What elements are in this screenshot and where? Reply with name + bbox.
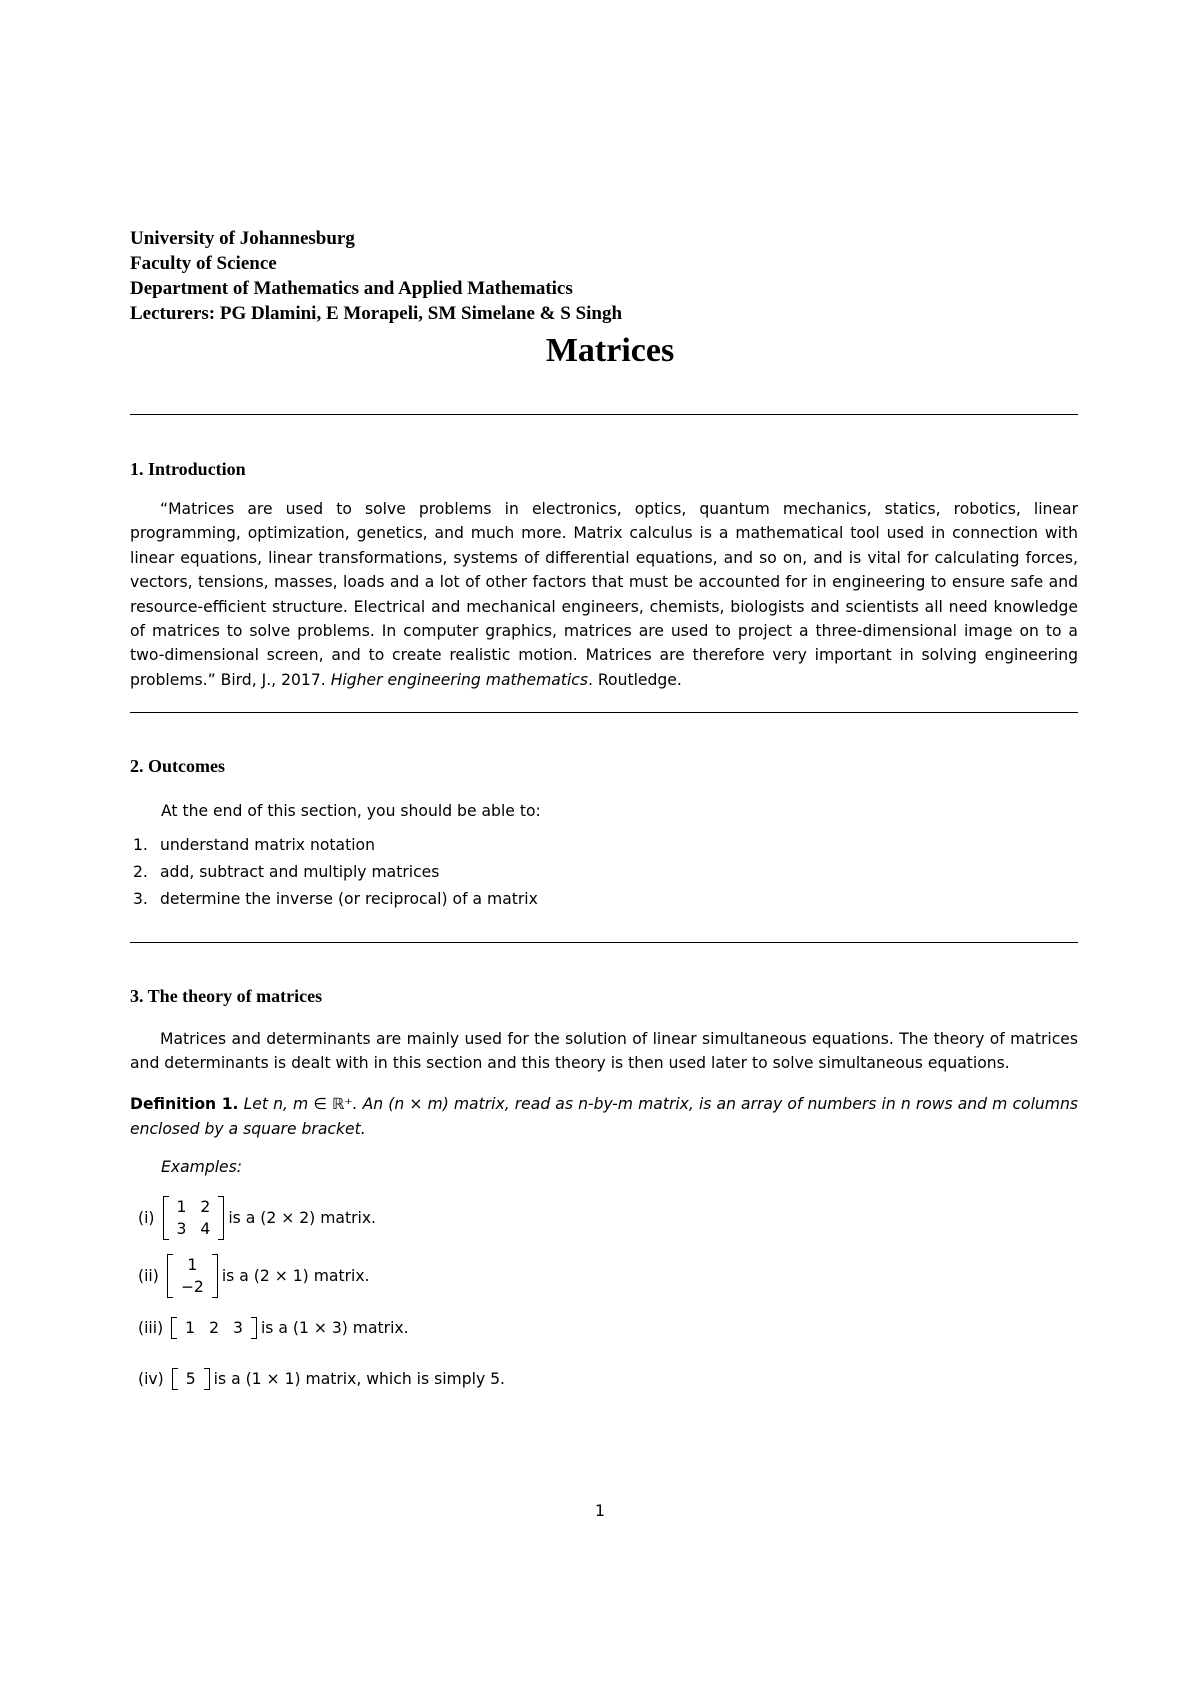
matrix xyxy=(163,1196,225,1240)
list-item xyxy=(130,859,538,886)
faculty-name: Faculty of Science xyxy=(130,253,277,274)
citation-title: Higher engineering mathematics xyxy=(330,670,588,689)
definition-block xyxy=(130,1092,1078,1142)
lecturers-line: Lecturers: PG Dlamini, E Morapeli, SM Simelane & S Singh xyxy=(130,303,623,324)
matrix-entry: 3 xyxy=(233,1319,243,1337)
list-item xyxy=(130,886,538,913)
example-text: is a (2 × 2) matrix. xyxy=(228,1209,377,1227)
examples-label: Examples: xyxy=(161,1158,243,1176)
matrix-entry: −2 xyxy=(180,1278,204,1296)
example-label: (iii) xyxy=(138,1319,164,1337)
example-text: is a (1 × 3) matrix. xyxy=(260,1319,409,1337)
document-title: Matrices xyxy=(545,332,675,369)
example-label: (iv) xyxy=(138,1370,164,1388)
list-number: 2. xyxy=(133,863,148,881)
introduction-paragraph xyxy=(130,497,1078,692)
horizontal-rule xyxy=(130,414,1078,415)
list-text: understand matrix notation xyxy=(160,836,375,854)
list-number: 3. xyxy=(133,890,148,908)
horizontal-rule xyxy=(130,712,1078,713)
section-heading-theory: 3. The theory of matrices xyxy=(130,986,323,1006)
section-heading-outcomes: 2. Outcomes xyxy=(130,756,225,776)
list-number: 1. xyxy=(133,836,148,854)
example-label: (ii) xyxy=(138,1267,159,1285)
matrix-entry: 1 xyxy=(176,1198,187,1216)
matrix-entry: 1 xyxy=(185,1319,196,1337)
matrix-entry: 3 xyxy=(176,1220,187,1238)
list-text: determine the inverse (or reciprocal) of a matrix xyxy=(160,890,538,908)
example-item xyxy=(138,1317,409,1339)
university-name: University of Johannesburg xyxy=(130,228,355,249)
horizontal-rule xyxy=(130,942,1078,943)
outcomes-list xyxy=(130,832,538,913)
matrix-entry: 2 xyxy=(200,1198,211,1216)
matrix xyxy=(172,1368,210,1390)
matrix xyxy=(167,1254,218,1298)
example-item xyxy=(138,1254,370,1298)
list-item xyxy=(130,832,538,859)
matrix-entry: 5 xyxy=(185,1370,196,1388)
example-label: (i) xyxy=(138,1209,155,1227)
theory-paragraph: Matrices and determinants are mainly used for the solution of linear simultaneous equations. The theory of matrices and determinants is dealt with in this section and this theory is then used later to solve simultaneous equations. xyxy=(130,1030,1078,1073)
example-item xyxy=(138,1196,376,1240)
outcomes-lead: At the end of this section, you should be able to: xyxy=(161,802,541,820)
course-header xyxy=(130,226,622,326)
list-text: add, subtract and multiply matrices xyxy=(160,863,440,881)
matrix-entry: 1 xyxy=(187,1256,198,1274)
introduction-text: “Matrices are used to solve problems in electronics, optics, quantum mechanics, statics, robotics, linear programming, optimization, genetics, and much more. Matrix calculus is a mathematical tool used in connection with linear equations, linear transformations, systems of differential equations, and so on, and is vital for calculating forces, vectors, tensions, masses, loads and a lot of other factors that must be accounted for in engineering to ensure safe and resource-efficient structure. Electrical and mechanical engineers, chemists, biologists and scientists all need knowledge of matrices to solve problems. In computer graphics, matrices are used to project a three-dimensional image on to a two-dimensional screen, and to create realistic motion. Matrices are therefore very important in solving engineering problems.” Bird, J., 2017. xyxy=(130,500,1078,689)
example-text: is a (2 × 1) matrix. xyxy=(221,1267,370,1285)
example-item xyxy=(138,1368,505,1390)
department-name: Department of Mathematics and Applied Mathematics xyxy=(130,278,573,299)
definition-label: Definition 1. xyxy=(130,1095,239,1113)
matrix-entry: 2 xyxy=(209,1319,220,1337)
page-number: 1 xyxy=(595,1502,605,1520)
matrix xyxy=(171,1317,257,1339)
matrix-entry: 4 xyxy=(200,1220,211,1238)
definition-text: Let n, m ∈ ℝ⁺. An (n × m) matrix, read as n-by-m matrix, is an array of numbers in n rows and m columns enclosed by a square bracket. xyxy=(130,1095,1078,1138)
section-heading-introduction: 1. Introduction xyxy=(130,459,246,479)
example-text: is a (1 × 1) matrix, which is simply 5. xyxy=(213,1370,506,1388)
citation-tail: . Routledge. xyxy=(588,670,682,689)
